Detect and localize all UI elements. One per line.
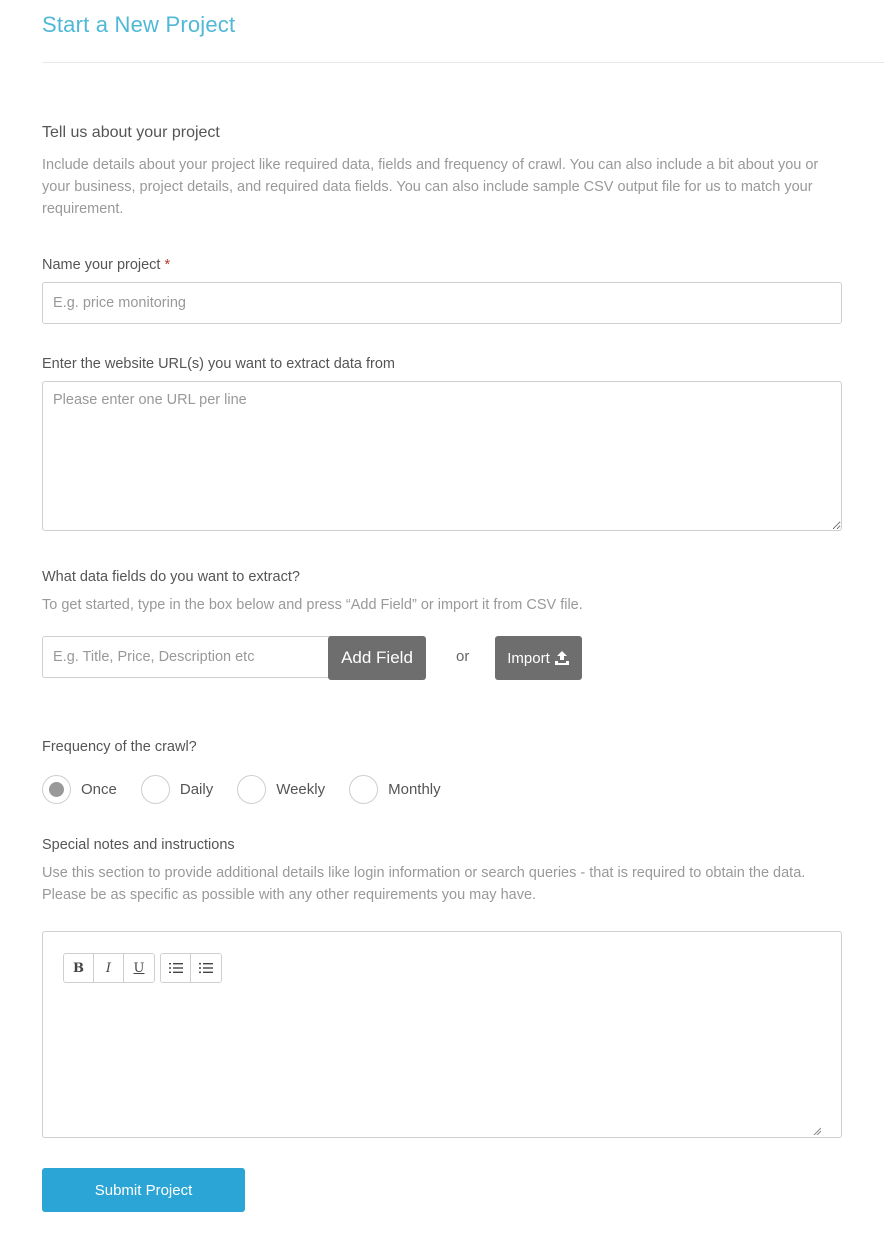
frequency-option-monthly[interactable] bbox=[349, 775, 441, 804]
frequency-radio-group bbox=[42, 774, 465, 804]
import-button[interactable] bbox=[495, 636, 582, 680]
frequency-label: Frequency of the crawl? bbox=[42, 739, 197, 755]
underline-button[interactable]: U bbox=[124, 954, 154, 982]
required-mark: * bbox=[164, 257, 171, 273]
ordered-list-button[interactable] bbox=[161, 954, 191, 982]
resize-handle-icon[interactable] bbox=[813, 1127, 821, 1135]
radio-label: Daily bbox=[179, 780, 214, 798]
bold-button[interactable]: B bbox=[64, 954, 94, 982]
submit-project-button[interactable]: Submit Project bbox=[42, 1168, 245, 1212]
project-name-label bbox=[42, 257, 170, 273]
unordered-list-icon bbox=[199, 962, 213, 974]
frequency-option-daily[interactable] bbox=[141, 775, 213, 804]
upload-icon bbox=[554, 650, 570, 666]
data-field-row bbox=[42, 636, 602, 680]
project-name-label-text: Name your project bbox=[42, 257, 161, 273]
list-button-group bbox=[160, 953, 222, 983]
intro-heading: Tell us about your project bbox=[42, 124, 220, 141]
radio-label: Weekly bbox=[276, 780, 326, 798]
notes-help: Use this section to provide additional details like login information or search queries - that is required to obtain the data. Please be as specific as possible with any other requirements you may have. bbox=[42, 865, 806, 903]
title-divider bbox=[42, 62, 884, 63]
import-button-label: Import bbox=[507, 649, 550, 667]
ordered-list-icon bbox=[169, 962, 183, 974]
data-fields-help: To get started, type in the box below and press “Add Field” or import it from CSV file. bbox=[42, 597, 583, 613]
radio-button[interactable] bbox=[349, 775, 378, 804]
page-title: Start a New Project bbox=[42, 12, 236, 37]
radio-selected-dot bbox=[49, 782, 64, 797]
format-button-group bbox=[63, 953, 155, 983]
radio-label: Once bbox=[81, 780, 117, 798]
frequency-option-weekly[interactable] bbox=[237, 775, 325, 804]
add-field-button[interactable]: Add Field bbox=[328, 636, 426, 680]
data-field-input[interactable] bbox=[42, 636, 332, 678]
radio-label: Monthly bbox=[388, 780, 441, 798]
radio-button[interactable] bbox=[237, 775, 266, 804]
urls-label: Enter the website URL(s) you want to extract data from bbox=[42, 356, 395, 372]
notes-editor[interactable] bbox=[42, 931, 842, 1138]
notes-label: Special notes and instructions bbox=[42, 837, 235, 853]
intro-description: Include details about your project like required data, fields and frequency of crawl. You can also include a bit about you or your business, project details, and required data fields. You can also include sample CSV output file for us to match your requirement. bbox=[42, 157, 819, 217]
unordered-list-button[interactable] bbox=[191, 954, 221, 982]
italic-button[interactable]: I bbox=[94, 954, 124, 982]
radio-button[interactable] bbox=[42, 775, 71, 804]
data-fields-label: What data fields do you want to extract? bbox=[42, 569, 300, 585]
or-text: or bbox=[456, 648, 470, 665]
frequency-option-once[interactable] bbox=[42, 775, 117, 804]
project-name-input[interactable] bbox=[42, 282, 842, 324]
editor-toolbar bbox=[63, 953, 222, 983]
urls-textarea[interactable] bbox=[42, 381, 842, 531]
radio-button[interactable] bbox=[141, 775, 170, 804]
